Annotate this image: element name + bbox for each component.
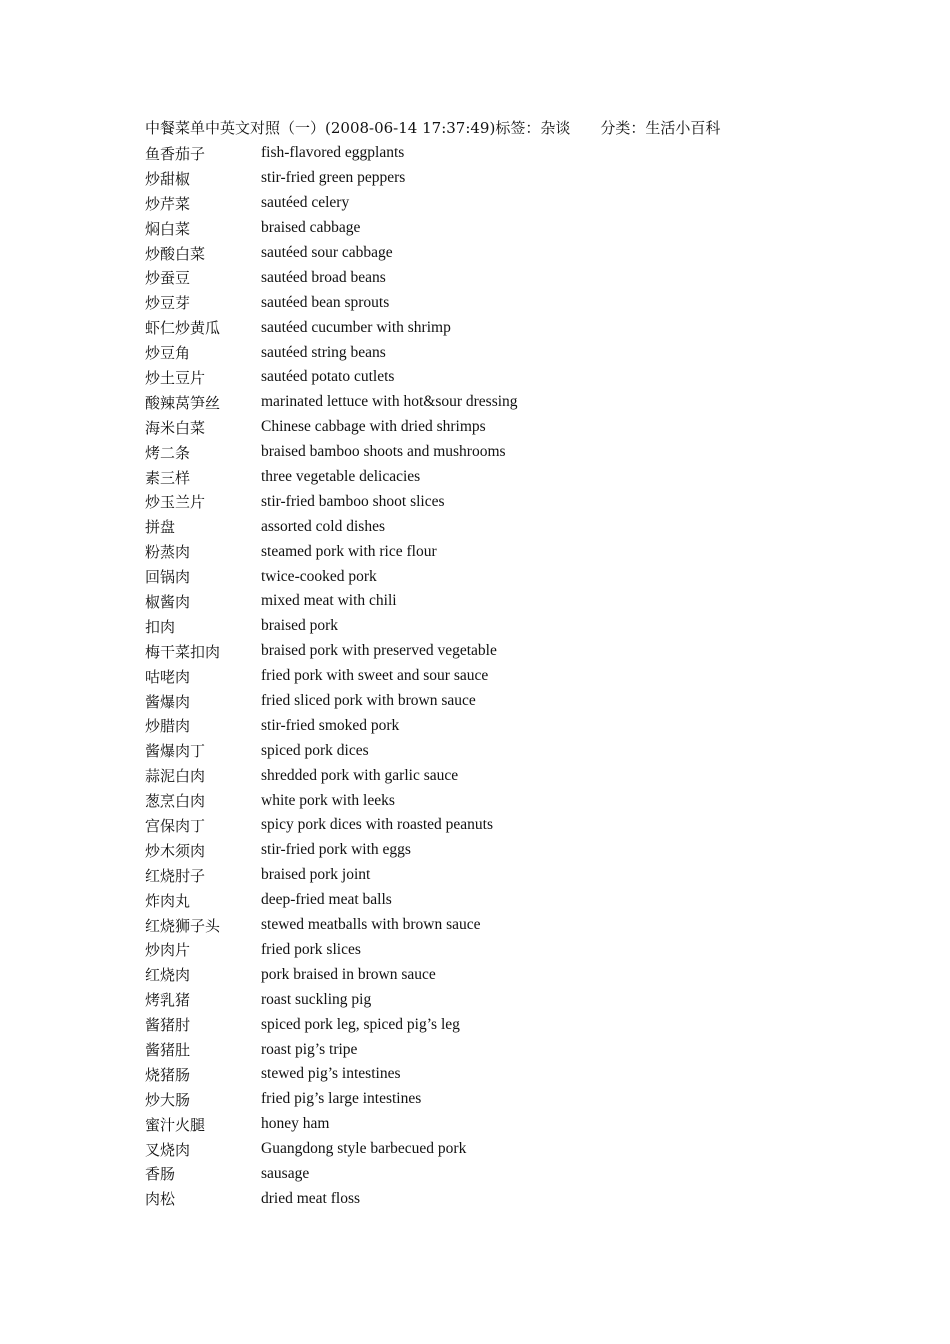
dish-chinese-name: 酸辣莴笋丝 [145, 393, 221, 412]
dish-english-name: honey ham [261, 1115, 330, 1133]
menu-row [145, 141, 845, 166]
dish-chinese-name: 炒大肠 [145, 1090, 191, 1109]
dish-chinese-name: 鱼香茄子 [145, 144, 206, 163]
dish-english-name: braised bamboo shoots and mushrooms [261, 443, 506, 461]
dish-english-name: Chinese cabbage with dried shrimps [261, 418, 486, 436]
dish-english-name: stir-fried smoked pork [261, 716, 400, 734]
dish-chinese-name: 椒酱肉 [145, 592, 191, 611]
dish-chinese-name: 肉松 [145, 1190, 176, 1209]
dish-english-name: deep-fried meat balls [261, 891, 392, 909]
dish-english-name: three vegetable delicacies [261, 468, 421, 486]
dish-chinese-name: 虾仁炒黄瓜 [145, 319, 221, 338]
menu-row [145, 938, 845, 963]
dish-chinese-name: 葱烹白肉 [145, 792, 206, 811]
menu-row [145, 838, 845, 863]
dish-chinese-name: 蜜汁火腿 [145, 1115, 206, 1134]
dish-chinese-name: 扣肉 [145, 617, 176, 636]
dish-chinese-name: 红烧狮子头 [145, 916, 221, 935]
dish-chinese-name: 炒甜椒 [145, 169, 191, 188]
menu-row [145, 216, 845, 241]
dish-chinese-name: 粉蒸肉 [145, 543, 191, 562]
menu-row [145, 539, 845, 564]
dish-english-name: spicy pork dices with roasted peanuts [261, 816, 494, 834]
dish-english-name: stir-fried green peppers [261, 169, 406, 187]
dish-english-name: braised pork with preserved vegetable [261, 642, 497, 660]
dish-chinese-name: 烤二条 [145, 443, 191, 462]
dish-english-name: pork braised in brown sauce [261, 965, 436, 983]
dish-chinese-name: 炒土豆片 [145, 368, 206, 387]
menu-row [145, 689, 845, 714]
menu-row [145, 489, 845, 514]
dish-english-name: sautéed celery [261, 194, 350, 212]
dish-chinese-name: 红烧肘子 [145, 866, 206, 885]
dish-english-name: fish-flavored eggplants [261, 144, 405, 162]
document-title: 中餐菜单中英文对照（一）(2008-06-14 17:37:49)标签：杂谈 分类：生活小百科 [145, 119, 721, 137]
menu-row [145, 365, 845, 390]
menu-row [145, 514, 845, 539]
dish-chinese-name: 蒜泥白肉 [145, 767, 206, 786]
dish-chinese-name: 酱猪肘 [145, 1016, 191, 1035]
dish-chinese-name: 回锅肉 [145, 568, 191, 587]
menu-row [145, 1037, 845, 1062]
menu-row [145, 191, 845, 216]
dish-chinese-name: 拼盘 [145, 518, 176, 537]
menu-row [145, 589, 845, 614]
dish-english-name: stewed meatballs with brown sauce [261, 916, 481, 934]
dish-english-name: sausage [261, 1164, 310, 1182]
dish-english-name: white pork with leeks [261, 791, 395, 809]
dish-chinese-name: 酱猪肚 [145, 1041, 191, 1059]
menu-row [145, 1137, 845, 1162]
menu-row [145, 863, 845, 888]
dish-chinese-name: 咕咾肉 [145, 667, 191, 686]
dish-chinese-name: 素三样 [145, 468, 191, 487]
dish-english-name: stir-fried bamboo shoot slices [261, 492, 445, 510]
menu-row [145, 241, 845, 266]
dish-chinese-name: 宫保肉丁 [145, 816, 206, 835]
dish-english-name: fried pork slices [261, 940, 361, 958]
dish-english-name: assorted cold dishes [261, 517, 385, 535]
menu-row [145, 440, 845, 465]
dish-english-name: braised cabbage [261, 219, 361, 237]
menu-row [145, 315, 845, 340]
dish-english-name: fried pork with sweet and sour sauce [261, 667, 489, 685]
menu-row [145, 390, 845, 415]
menu-row [145, 738, 845, 763]
dish-english-name: twice-cooked pork [261, 567, 377, 585]
dish-english-name: stewed pig’s intestines [261, 1065, 401, 1083]
dish-english-name: marinated lettuce with hot&sour dressing [261, 393, 518, 411]
menu-row [145, 265, 845, 290]
menu-row [145, 962, 845, 987]
dish-english-name: sautéed cucumber with shrimp [261, 318, 451, 336]
menu-row [145, 713, 845, 738]
menu-row [145, 888, 845, 913]
dish-english-name: mixed meat with chili [261, 592, 397, 610]
menu-row [145, 813, 845, 838]
dish-chinese-name: 梅干菜扣肉 [145, 642, 221, 661]
menu-row [145, 415, 845, 440]
dish-chinese-name: 炒豆角 [145, 344, 191, 363]
dish-chinese-name: 炒肉片 [145, 941, 191, 960]
dish-english-name: stir-fried pork with eggs [261, 841, 411, 859]
menu-list [145, 141, 845, 1211]
dish-chinese-name: 炒腊肉 [145, 717, 191, 736]
dish-english-name: braised pork joint [261, 866, 371, 884]
menu-row [145, 564, 845, 589]
menu-row [145, 166, 845, 191]
dish-english-name: fried sliced pork with brown sauce [261, 692, 476, 710]
menu-row [145, 290, 845, 315]
dish-chinese-name: 烧猪肠 [145, 1065, 191, 1084]
dish-chinese-name: 炸肉丸 [145, 891, 191, 910]
menu-row [145, 1062, 845, 1087]
menu-row [145, 614, 845, 639]
menu-row [145, 1087, 845, 1112]
dish-chinese-name: 炒芹菜 [145, 194, 191, 213]
dish-english-name: sautéed broad beans [261, 268, 386, 286]
dish-chinese-name: 炒酸白菜 [145, 244, 206, 263]
dish-english-name: sautéed sour cabbage [261, 244, 393, 261]
menu-row [145, 1112, 845, 1137]
dish-chinese-name: 炒木须肉 [145, 841, 206, 860]
dish-english-name: sautéed potato cutlets [261, 368, 395, 386]
dish-chinese-name: 炒玉兰片 [145, 493, 206, 512]
menu-row [145, 1186, 845, 1211]
dish-english-name: spiced pork dices [261, 741, 369, 759]
menu-row [145, 913, 845, 938]
dish-chinese-name: 炒蚕豆 [145, 269, 191, 288]
dish-english-name: Guangdong style barbecued pork [261, 1140, 467, 1158]
dish-chinese-name: 香肠 [145, 1165, 176, 1184]
dish-chinese-name: 海米白菜 [145, 418, 206, 437]
menu-row [145, 664, 845, 689]
dish-chinese-name: 酱爆肉丁 [145, 742, 206, 761]
menu-row [145, 763, 845, 788]
dish-english-name: steamed pork with rice flour [261, 542, 437, 560]
dish-english-name: sautéed string beans [261, 343, 386, 361]
dish-english-name: roast pig’s tripe [261, 1040, 358, 1058]
dish-chinese-name: 叉烧肉 [145, 1140, 191, 1159]
dish-english-name: spiced pork leg, spiced pig’s leg [261, 1015, 460, 1033]
dish-chinese-name: 焖白菜 [145, 219, 191, 238]
menu-row [145, 987, 845, 1012]
dish-chinese-name: 炒豆芽 [145, 294, 191, 313]
menu-row [145, 340, 845, 365]
dish-english-name: fried pig’s large intestines [261, 1090, 422, 1108]
dish-chinese-name: 烤乳猪 [145, 991, 191, 1010]
dish-english-name: braised pork [261, 617, 339, 635]
menu-row [145, 788, 845, 813]
dish-chinese-name: 红烧肉 [145, 966, 191, 985]
dish-english-name: roast suckling pig [261, 990, 372, 1008]
menu-row [145, 1012, 845, 1037]
menu-row [145, 465, 845, 490]
menu-row [145, 1162, 845, 1187]
dish-english-name: dried meat floss [261, 1189, 361, 1207]
dish-english-name: sautéed bean sprouts [261, 293, 390, 311]
dish-english-name: shredded pork with garlic sauce [261, 766, 459, 784]
dish-chinese-name: 酱爆肉 [145, 692, 191, 711]
menu-row [145, 639, 845, 664]
